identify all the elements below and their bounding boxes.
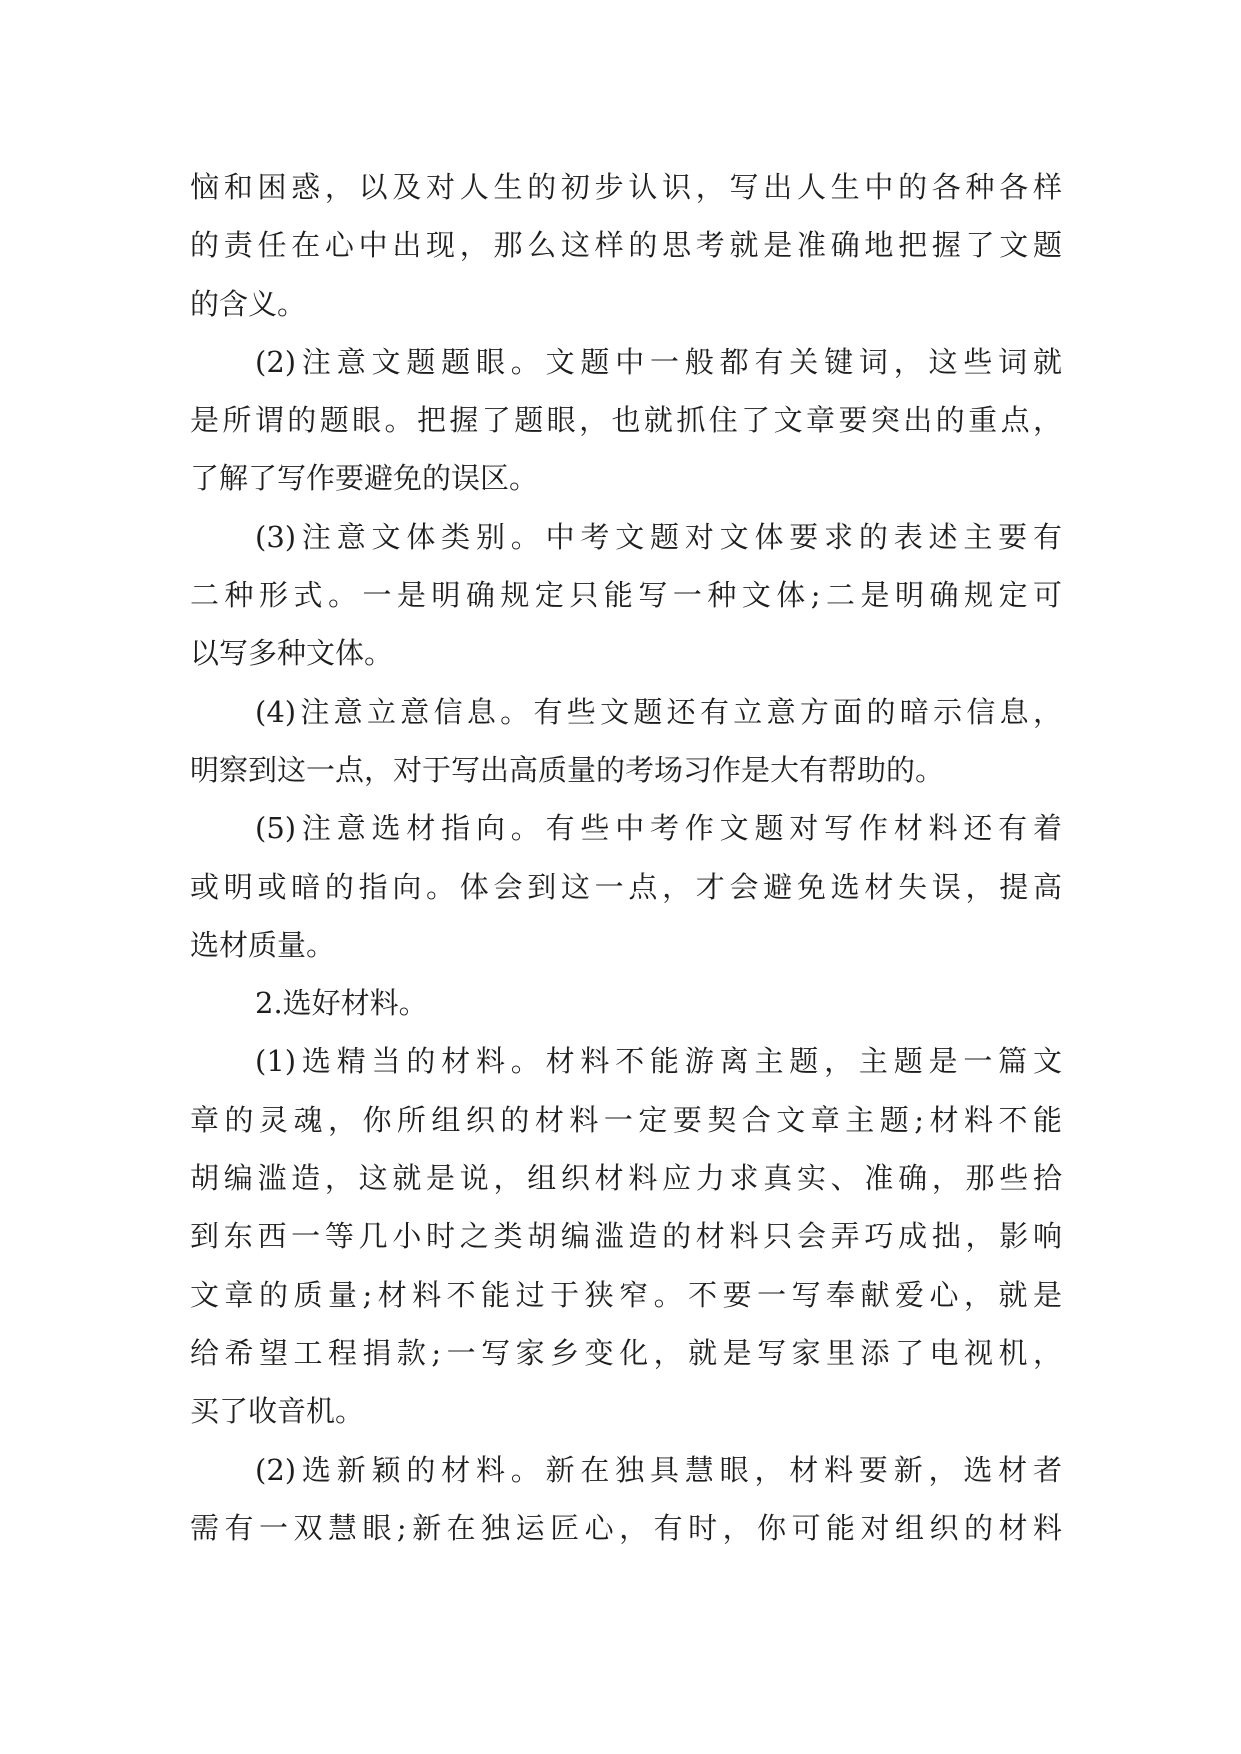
text-line: 胡编滥造，这就是说，组织材料应力求真实、准确，那些拾 [190,1161,1062,1196]
paragraph [190,1441,1062,1558]
text-line: 章的灵魂，你所组织的材料一定要契合文章主题;材料不能 [190,1102,1062,1137]
text-line: 的含义。 [190,286,307,321]
paragraph [190,799,1062,974]
text-line: 或明或暗的指向。体会到这一点，才会避免选材失误，提高 [190,869,1062,904]
text-line: 2.选好材料。 [255,986,428,1021]
text-line: 了解了写作要避免的误区。 [190,461,539,496]
text-line: (2)选新颖的材料。新在独具慧眼，材料要新，选材者 [255,1452,1062,1487]
text-line: (1)选精当的材料。材料不能游离主题，主题是一篇文 [255,1044,1062,1079]
paragraph [190,683,1062,800]
text-line: 到东西一等几小时之类胡编滥造的材料只会弄巧成拙，影响 [190,1219,1062,1254]
text-line: 的责任在心中出现，那么这样的思考就是准确地把握了文题 [190,228,1062,263]
text-line: 恼和困惑，以及对人生的初步认识，写出人生中的各种各样 [190,170,1062,204]
text-line: 选材质量。 [190,927,336,962]
text-line: 给希望工程捐款;一写家乡变化，就是写家里添了电视机， [190,1335,1062,1370]
text-line: 二种形式。一是明确规定只能写一种文体;二是明确规定可 [190,578,1062,613]
text-line: (4)注意立意信息。有些文题还有立意方面的暗示信息， [255,694,1062,729]
paragraph [190,1032,1062,1440]
paragraph [190,333,1062,508]
text-line: 以写多种文体。 [190,636,394,671]
text-line: (3)注意文体类别。中考文题对文体要求的表述主要有 [255,519,1062,554]
paragraph [190,158,1062,333]
text-line: (2)注意文题题眼。文题中一般都有关键词，这些词就 [255,344,1062,379]
paragraph [190,508,1062,683]
section-heading [190,974,1062,1032]
text-line: 明察到这一点，对于写出高质量的考场习作是大有帮助的。 [190,752,945,787]
text-line: 是所谓的题眼。把握了题眼，也就抓住了文章要突出的重点， [190,403,1062,438]
text-line: 买了收音机。 [190,1394,365,1429]
text-line: 需有一双慧眼;新在独运匠心，有时，你可能对组织的材料 [190,1510,1062,1545]
document-body [190,158,1062,1557]
text-line: 文章的质量;材料不能过于狭窄。不要一写奉献爱心，就是 [190,1277,1062,1312]
text-line: (5)注意选材指向。有些中考作文题对写作材料还有着 [255,811,1062,846]
